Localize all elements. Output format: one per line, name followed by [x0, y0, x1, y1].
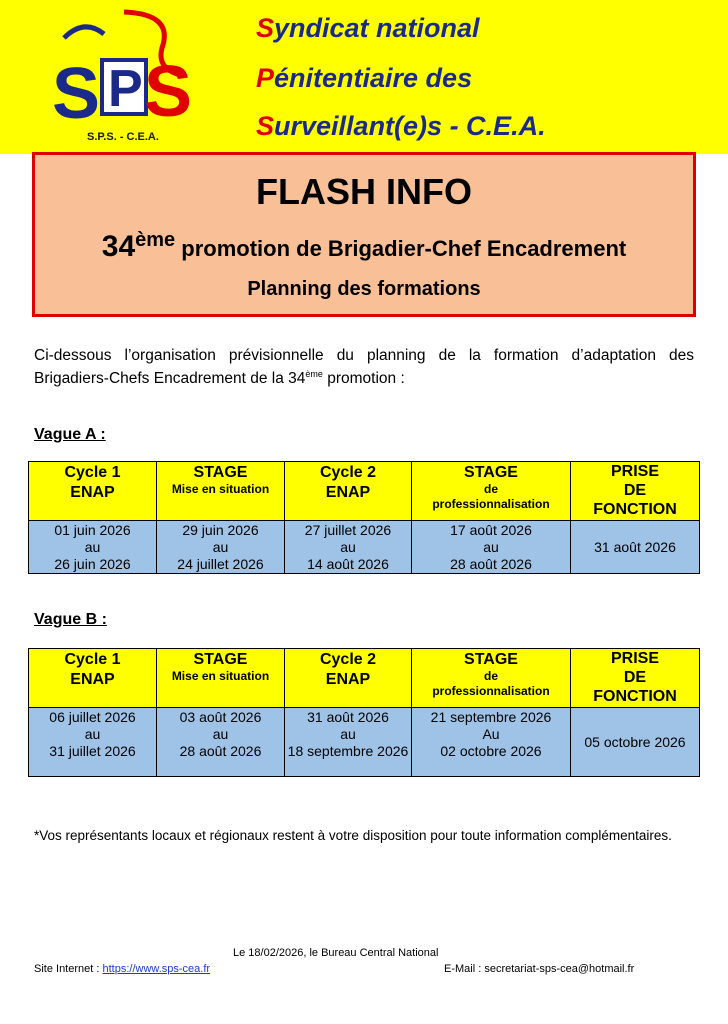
cycle-2-dates: 31 août 2026 au 18 septembre 2026: [285, 708, 412, 777]
sps-logo: [44, 8, 224, 148]
table-row: [29, 521, 700, 574]
table-header-row: [29, 649, 700, 708]
header-stage-mise-en-situation: STAGE Mise en situation: [157, 649, 285, 708]
header-stage-professionnalisation: STAGE de professionnalisation: [412, 649, 571, 708]
flash-subtitle: 34ème promotion de Brigadier-Chef Encadrement: [101, 229, 627, 263]
flash-subtitle-planning: Planning des formations: [247, 278, 481, 300]
logo-caption: S.P.S. - C.E.A.: [87, 131, 159, 143]
stage-professionnalisation-dates: 17 août 2026 au 28 août 2026: [412, 521, 571, 574]
cycle-1-dates: 06 juillet 2026 au 31 juillet 2026: [29, 708, 157, 777]
vague-b-label: Vague B :: [34, 611, 107, 628]
svg-text:S: S: [52, 54, 101, 134]
header-band: [0, 0, 728, 154]
email-address: E-Mail : secretariat-sps-cea@hotmail.fr: [444, 963, 635, 975]
org-name-line-1: Syndicat national: [256, 13, 480, 43]
vague-a-label: Vague A :: [34, 426, 106, 443]
intro-paragraph: Ci-dessous l’organisation prévisionnelle du planning de la formation d’adaptation des Brigadiers-Chefs Encadrement de la 34ème promotion :: [34, 347, 694, 387]
site-internet: [34, 963, 210, 975]
org-name-line-3: Surveillant(e)s - C.E.A.: [256, 111, 546, 141]
stage-professionnalisation-dates: 21 septembre 2026 Au 02 octobre 2026: [412, 708, 571, 777]
header-cycle-1: Cycle 1 ENAP: [29, 649, 157, 708]
org-name-line-2: Pénitentiaire des: [256, 63, 473, 93]
stage-mise-en-situation-dates: 03 août 2026 au 28 août 2026: [157, 708, 285, 777]
header-cycle-2: Cycle 2 ENAP: [285, 462, 412, 521]
header-cycle-2: Cycle 2 ENAP: [285, 649, 412, 708]
header-prise-de-fonction: PRISE DE FONCTION: [571, 462, 700, 521]
svg-text:P: P: [108, 60, 143, 118]
cycle-1-dates: 01 juin 2026 au 26 juin 2026: [29, 521, 157, 574]
vague-a-table: [28, 461, 700, 574]
site-link[interactable]: https://www.sps-cea.fr: [102, 963, 211, 975]
signature-line: Le 18/02/2026, le Bureau Central National: [233, 947, 439, 959]
table-header-row: [29, 462, 700, 521]
stage-mise-en-situation-dates: 29 juin 2026 au 24 juillet 2026: [157, 521, 285, 574]
header-stage-mise-en-situation: STAGE Mise en situation: [157, 462, 285, 521]
table-row: [29, 708, 700, 777]
header-stage-professionnalisation: STAGE de professionnalisation: [412, 462, 571, 521]
site-label: Site Internet :: [34, 963, 103, 975]
prise-de-fonction-date: 31 août 2026: [571, 521, 700, 574]
header-cycle-1: Cycle 1 ENAP: [29, 462, 157, 521]
header-prise-de-fonction: PRISE DE FONCTION: [571, 649, 700, 708]
cycle-2-dates: 27 juillet 2026 au 14 août 2026: [285, 521, 412, 574]
footnote: *Vos représentants locaux et régionaux restent à votre disposition pour toute information complémentaires.: [34, 828, 672, 843]
flash-info-box: [32, 152, 696, 317]
flash-title: FLASH INFO: [256, 171, 472, 212]
prise-de-fonction-date: 05 octobre 2026: [571, 708, 700, 777]
vague-b-table: [28, 648, 700, 777]
svg-text:S: S: [144, 52, 193, 132]
